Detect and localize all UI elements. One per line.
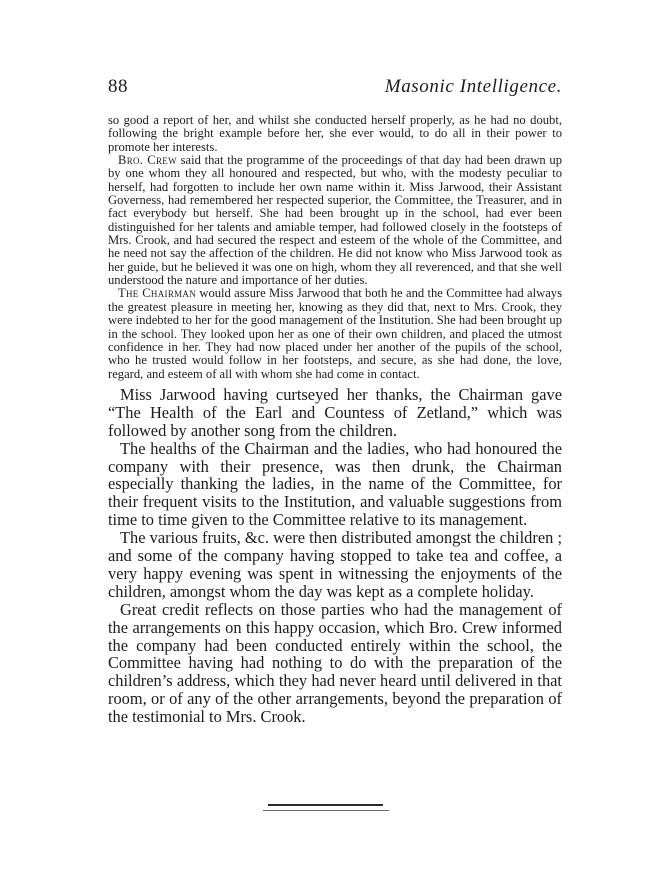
paragraph-toast: Miss Jarwood having curtseyed her thanks, the Chairman gave “The Health of the Earl and Countess of Zetland,” which was followed by another song from the children. <box>108 384 562 440</box>
article-body <box>108 114 562 726</box>
page-number: 88 <box>108 76 128 97</box>
running-title: Masonic Intelligence. <box>384 76 562 97</box>
paragraph-chairman-speech <box>108 287 562 380</box>
speaker-name: Bro. Crew <box>118 153 177 168</box>
end-rule-thick <box>268 804 383 806</box>
paragraph-credit: Great credit reflects on those parties who had the management of the arrangements on this happy occasion, which Bro. Crew informed the company had been conducted entirely within the school, the Committee having had nothing to do with the preparation of the children’s address, which they had never heard until delivered in that room, or of any of the other arrangements, beyond the preparation of the testimonial to Mrs. Crook. <box>108 599 562 727</box>
paragraph-text: would assure Miss Jarwood that both he and the Committee had always the greatest pleasure in meeting her, knowing as they did that, next to Mrs. Crook, they were indebted to her for the good management of the Institution. She had been brought up in the school. They looked upon her as one of their own children, and placed the utmost confidence in her. They had now placed under her another of the pupils of the school, who he trusted would follow in her footsteps, and secure, as she had done, the love, regard, and esteem of all with whom she had come in contact. <box>108 286 562 381</box>
paragraph-text: said that the programme of the proceedings of that day had been drawn up by one whom they all honoured and respected, but who, with the modesty peculiar to herself, had forgotten to include her own name within it. Miss Jarwood, their Assistant Governess, had remembered her respected superior, the Committee, the Treasurer, and in fact everybody but herself. She had been brought up in the school, had ever been distinguished for her talents and amiable temper, had followed closely in the footsteps of Mrs. Crook, and had secured the respect and esteem of the whole of the Committee, and he need not say the affection of the children. He did not know who Miss Jarwood took as her guide, but he believed it was one on high, whom they all reverenced, and that she well understood the nature and importance of her duties. <box>108 153 562 288</box>
large-type-section <box>108 386 562 726</box>
paragraph-fruits: The various fruits, &c. were then distributed amongst the children ; and some of the company having stopped to take tea and coffee, a very happy evening was spent in witnessing the enjoyments of the children, amongst whom the day was kept as a complete holiday. <box>108 528 562 601</box>
paragraph-text: so good a report of her, and whilst she conducted herself properly, as he had no doubt, following the bright example before her, she ever would, to do all in their power to promote her interests. <box>108 113 562 154</box>
paragraph-continued <box>108 114 562 154</box>
small-type-section <box>108 114 562 381</box>
paragraph-bro-crew-speech <box>108 154 562 287</box>
page-header <box>108 76 562 106</box>
paragraph-healths: The healths of the Chairman and the ladies, who had honoured the company with their presence, was then drunk, the Chairman especially thanking the ladies, in the name of the Committee, for their frequent visits to the Institution, and valuable suggestions from time to time given to the Committee relative to its management. <box>108 438 562 530</box>
end-rule-thin <box>263 810 389 811</box>
speaker-name: The Chairman <box>118 286 197 301</box>
